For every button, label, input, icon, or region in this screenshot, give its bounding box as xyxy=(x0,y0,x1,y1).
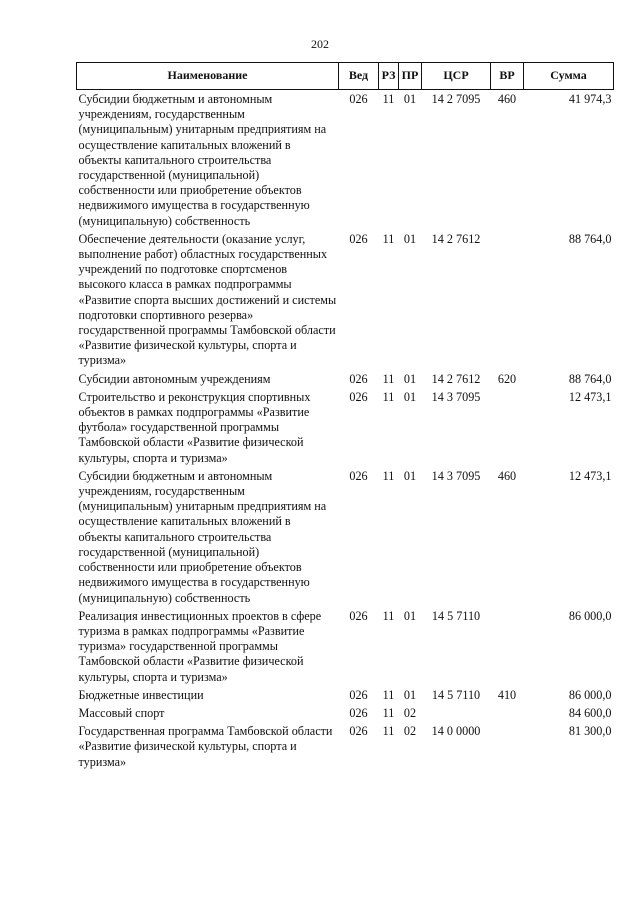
row-name: Государственная программа Тамбовской области «Развитие физической культуры, спорта и туризма» xyxy=(78,724,333,769)
header-csr: ЦСР xyxy=(422,63,491,90)
row-ved: 026 xyxy=(349,389,368,404)
table-header xyxy=(77,63,614,90)
row-csr: 14 0 0000 xyxy=(431,724,481,739)
row-csr xyxy=(422,704,491,722)
row-sum: 88 764,0 xyxy=(568,371,612,386)
row-vr: 460 xyxy=(497,92,517,106)
row-pr: 02 xyxy=(403,724,417,739)
table-row xyxy=(77,704,614,722)
row-ved: 026 xyxy=(349,92,368,106)
row-pr: 01 xyxy=(403,92,417,106)
row-name: Субсидии автономным учреждениям xyxy=(78,371,271,386)
row-csr: 14 3 7095 xyxy=(431,468,481,483)
header-vr: ВР xyxy=(491,63,524,90)
row-rz: 11 xyxy=(382,705,395,720)
row-rz: 11 xyxy=(382,608,395,623)
row-name: Субсидии бюджетным и автономным учреждениям, государственным (муниципальным) унитарным предприятиям на осуществление капитальных вложений в объекты капитального строительства государственной (муниципальной) собственности или приобретение объектов недвижимого имущества в государственную (муниципальную) собственность xyxy=(78,468,327,605)
row-rz: 11 xyxy=(382,687,395,702)
row-sum: 12 473,1 xyxy=(568,468,612,483)
row-rz: 11 xyxy=(382,231,395,246)
row-ved: 026 xyxy=(349,231,368,246)
row-pr: 01 xyxy=(403,231,417,246)
row-vr xyxy=(491,722,524,771)
row-sum: 86 000,0 xyxy=(568,608,612,623)
row-pr: 01 xyxy=(403,371,417,386)
row-name: Массовый спорт xyxy=(78,705,165,720)
row-vr xyxy=(491,704,524,722)
row-sum: 84 600,0 xyxy=(568,705,612,720)
row-rz: 11 xyxy=(382,92,395,106)
row-rz: 11 xyxy=(382,724,395,739)
row-name: Реализация инвестиционных проектов в сфере туризма в рамках подпрограммы «Развитие туризма» государственной программы Тамбовской области «Развитие физической культуры, спорта и туризма» xyxy=(78,608,322,684)
row-csr: 14 5 7110 xyxy=(431,608,481,623)
table-row xyxy=(77,370,614,388)
table-row xyxy=(77,90,614,230)
table-row xyxy=(77,607,614,686)
header-ved: Вед xyxy=(339,63,379,90)
header-rz: РЗ xyxy=(379,63,399,90)
table-row xyxy=(77,722,614,771)
row-pr: 01 xyxy=(403,687,417,702)
row-rz: 11 xyxy=(382,468,395,483)
row-ved: 026 xyxy=(349,724,368,739)
row-vr: 460 xyxy=(497,468,517,483)
row-name: Бюджетные инвестиции xyxy=(78,687,204,702)
row-sum: 41 974,3 xyxy=(568,92,612,106)
header-name: Наименование xyxy=(77,63,339,90)
row-name: Субсидии бюджетным и автономным учреждениям, государственным (муниципальным) унитарным предприятиям на осуществление капитальных вложений в объекты капитального строительства государственной (муниципальной) собственности или приобретение объектов недвижимого имущества в государственную (муниципальную) собственность xyxy=(78,92,327,228)
row-ved: 026 xyxy=(349,371,368,386)
header-sum: Сумма xyxy=(524,63,614,90)
row-csr: 14 5 7110 xyxy=(431,687,481,702)
row-sum: 12 473,1 xyxy=(568,389,612,404)
row-pr: 01 xyxy=(403,608,417,623)
row-sum: 88 764,0 xyxy=(568,231,612,246)
row-name: Строительство и реконструкция спортивных объектов в рамках подпрограммы «Развитие футбола» государственной программы Тамбовской области «Развитие физической культуры, спорта и туризма» xyxy=(78,389,311,465)
row-pr: 01 xyxy=(403,468,417,483)
row-pr: 02 xyxy=(403,705,417,720)
row-vr: 620 xyxy=(497,371,517,386)
row-sum: 81 300,0 xyxy=(568,724,612,739)
row-csr: 14 2 7612 xyxy=(431,371,481,386)
row-csr: 14 2 7095 xyxy=(431,92,481,106)
row-rz: 11 xyxy=(382,389,395,404)
row-name: Обеспечение деятельности (оказание услуг, выполнение работ) областных государственных учреждений по подготовке спортсменов высокого класса в рамках подпрограммы «Развитие спорта высших достижений и системы подготовки спортивного резерва» государственной программы Тамбовской области «Развитие физической культуры, спорта и туризма» xyxy=(78,231,337,368)
row-ved: 026 xyxy=(349,705,368,720)
row-sum: 86 000,0 xyxy=(568,687,612,702)
row-rz: 11 xyxy=(382,371,395,386)
row-ved: 026 xyxy=(349,608,368,623)
row-vr xyxy=(491,230,524,370)
row-csr: 14 2 7612 xyxy=(431,231,481,246)
row-vr: 410 xyxy=(497,687,517,702)
row-vr xyxy=(491,607,524,686)
row-pr: 01 xyxy=(403,389,417,404)
header-pr: ПР xyxy=(399,63,422,90)
table-row xyxy=(77,467,614,607)
row-ved: 026 xyxy=(349,687,368,702)
row-ved: 026 xyxy=(349,468,368,483)
row-csr: 14 3 7095 xyxy=(431,389,481,404)
row-vr xyxy=(491,388,524,467)
page-number: 202 xyxy=(311,37,329,51)
table-row xyxy=(77,230,614,370)
budget-table xyxy=(76,62,614,771)
table-row xyxy=(77,388,614,467)
table-row xyxy=(77,686,614,704)
